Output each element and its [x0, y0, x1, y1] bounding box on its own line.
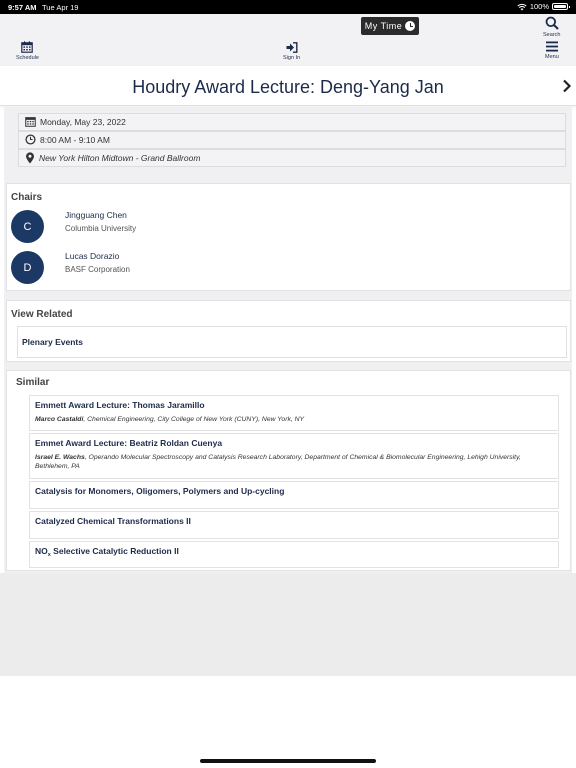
similar-section [6, 370, 571, 571]
wifi-icon [517, 3, 527, 11]
chair-organization: BASF Corporation [65, 265, 130, 274]
similar-item-title-post: Selective Catalytic Reduction II [50, 546, 179, 556]
battery-icon [552, 3, 568, 10]
event-date-row [18, 113, 566, 131]
location-pin-icon [25, 152, 35, 164]
view-related-heading: View Related [11, 309, 73, 320]
chair-name: Jingguang Chen [65, 210, 127, 220]
home-indicator[interactable] [200, 759, 376, 763]
top-toolbar [0, 14, 576, 66]
chair-name: Lucas Dorazio [65, 251, 120, 261]
similar-item-title: Emmet Award Lecture: Beatriz Roldan Cuenya [35, 438, 223, 448]
event-time-row [18, 131, 566, 149]
menu-label: Menu [545, 54, 559, 60]
calendar-icon [21, 41, 33, 53]
similar-item-author: Israel E. Wachs [35, 454, 85, 461]
view-related-section [6, 300, 571, 362]
chair-item[interactable] [11, 210, 137, 243]
similar-item[interactable] [29, 395, 559, 431]
similar-item-affiliation: , Operando Molecular Spectroscopy and Catalysis Research Laboratory, Department of Chemical & Biomolecular Engineering, Lehigh University, Bethlehem, PA [35, 454, 521, 470]
similar-heading: Similar [16, 377, 50, 388]
chairs-heading: Chairs [11, 192, 43, 203]
similar-item[interactable] [29, 481, 559, 509]
related-link-plenary-events[interactable]: Plenary Events [17, 326, 567, 358]
my-time-button[interactable] [361, 17, 419, 35]
search-button[interactable] [543, 16, 560, 38]
battery-percent: 100% [529, 2, 549, 11]
similar-item[interactable] [29, 511, 559, 539]
title-bar [0, 66, 576, 106]
similar-item-detail [35, 415, 553, 424]
schedule-label: Schedule [16, 55, 39, 61]
content-area [4, 107, 572, 573]
schedule-button[interactable] [16, 41, 39, 61]
chairs-section [6, 183, 571, 291]
search-label: Search [543, 32, 561, 38]
similar-item-title-subscript: x [47, 552, 51, 558]
search-icon [545, 16, 559, 30]
similar-item[interactable] [29, 541, 559, 568]
event-time: 8:00 AM - 9:10 AM [40, 134, 110, 145]
page-title: Houdry Award Lecture: Deng-Yang Jan [132, 77, 444, 97]
similar-item-title-pre: NO [35, 546, 48, 556]
similar-item-author: Marco Castaldi [35, 416, 84, 423]
chair-text [65, 210, 136, 233]
chevron-right-icon[interactable] [562, 79, 572, 93]
similar-item[interactable] [29, 433, 559, 479]
clock-icon [405, 21, 415, 31]
event-location: New York Hilton Midtown - Grand Ballroom [39, 152, 201, 163]
sign-in-label: Sign In [283, 55, 301, 61]
calendar-icon [25, 116, 36, 127]
chair-text [65, 251, 130, 274]
similar-item-title: Catalysis for Monomers, Oligomers, Polymers and Up-cycling [35, 486, 285, 496]
event-date: Monday, May 23, 2022 [40, 116, 126, 127]
similar-item-title [35, 546, 553, 558]
similar-item-title: Emmett Award Lecture: Thomas Jaramillo [35, 400, 205, 410]
status-right [517, 2, 568, 11]
menu-button[interactable] [545, 41, 559, 60]
my-time-label: My Time [364, 21, 403, 31]
event-location-row [18, 149, 566, 167]
event-info [18, 113, 566, 167]
lower-background [0, 573, 576, 676]
similar-item-affiliation: , Chemical Engineering, City College of New York (CUNY), New York, NY [83, 416, 305, 423]
sign-in-button[interactable] [283, 42, 300, 61]
similar-item-title: Catalyzed Chemical Transformations II [35, 516, 191, 526]
status-bar [0, 0, 576, 14]
clock-icon [25, 134, 36, 145]
chair-organization: Columbia University [65, 224, 137, 233]
hamburger-menu-icon [546, 41, 558, 52]
sign-in-icon [286, 42, 298, 53]
status-time: 9:57 AM [8, 3, 37, 12]
avatar: D [11, 251, 44, 284]
chair-item[interactable] [11, 251, 130, 284]
avatar: C [11, 210, 44, 243]
similar-item-detail [35, 453, 553, 471]
status-date: Tue Apr 19 [42, 3, 79, 12]
